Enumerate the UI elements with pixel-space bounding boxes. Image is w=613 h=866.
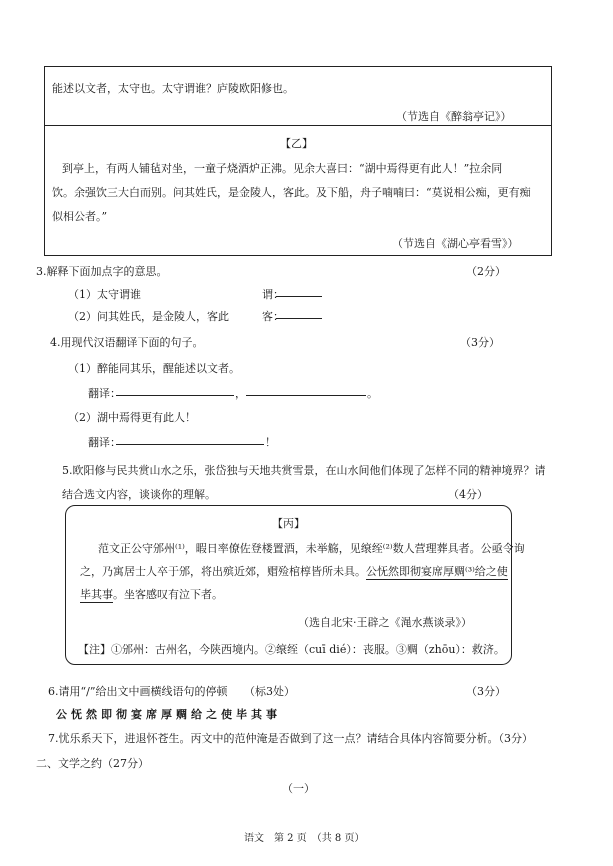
q4-comma: ， [235,387,246,400]
q5-line-2: 结合选文内容，谈谈你的理解。 [62,488,216,501]
yi-line-2: 饮。余强饮三大白而别。问其姓氏，是金陵人，客此。及下船，舟子喃喃曰：“莫说相公痴，更有痴 [52,186,531,199]
q4-translate-label-2: 翻译： [88,436,121,449]
bing-line-3-plain: 。坐客感叹有泣下者。 [113,588,223,601]
q3-prompt: 3.解释下面加点字的意思。 [36,265,168,278]
q4-exclaim: ！ [265,436,276,449]
yi-source: （节选自《湖心亭看雪》） [392,237,519,250]
q5-score: （4分） [448,488,488,501]
q6-score: （3分） [466,685,506,698]
q4-score: （3分） [460,336,500,349]
q3-answer-2-blank[interactable] [276,308,322,319]
q6-prompt: 6.请用“/”给出文中画横线语句的停顿 （标3处） [48,685,295,698]
q3-item-2: （2）问其姓氏，是金陵人，客此 [68,310,229,323]
section-2-title: 二、文学之约（27分） [36,757,149,770]
bing-source: （选自北宋·王辟之《渑水燕谈录》） [298,616,472,629]
q4-period: 。 [367,387,378,400]
yi-line-3: 似相公者。” [52,210,108,223]
q3-item-2-char: 客： [262,310,284,323]
bing-note: 【注】①邠州：古州名，今陕西境内。②缞绖（cuī dié）：丧服。③赒（zhōu）：救济。 [78,643,505,656]
jia-line-1: 能述以文者，太守也。太守谓谁？庐陵欧阳修也。 [52,82,294,95]
q3-item-1: （1）太守谓谁 [68,288,141,301]
q4-answer-2-blank[interactable] [116,434,264,445]
q3-item-1-char: 谓： [262,288,284,301]
q6-sentence: 公怃然即彻宴席厚赒给之使毕其事 [56,708,281,721]
bing-underlined-sentence-part-2: 毕其事 [80,588,113,601]
bing-line-2-plain: 之，乃寓居士人卒于邠，将出殡近郊，赗殓棺椁皆所未具。 [80,565,366,578]
bing-line-3 [80,586,223,602]
bing-heading: 【丙】 [272,517,305,530]
q7-line-1: 7.忧乐系天下，进退怀苍生。丙文中的范仲淹是否做到了这一点？请结合具体内容简要分析。（3分） [48,732,533,745]
q4-item-1: （1）醉能同其乐，醒能述以文者。 [68,362,240,375]
yi-heading: 【乙】 [280,137,313,150]
q4-answer-1a-blank[interactable] [116,385,234,396]
bing-underlined-sentence-part-1: 公怃然即彻宴席厚赒⁽³⁾给之使 [366,565,508,578]
q4-translate-label-1: 翻译： [88,387,121,400]
q4-item-2: （2）湖中焉得更有此人！ [68,411,196,424]
passage-divider [45,125,551,126]
q4-answer-1b-blank[interactable] [246,385,366,396]
q3-score: （2分） [466,265,506,278]
yi-line-1: 到亭上，有两人铺毡对坐，一童子烧酒炉正沸。见余大喜曰：“湖中焉得更有此人！”拉余同 [62,162,503,175]
q5-line-1: 5.欧阳修与民共赏山水之乐，张岱独与天地共赏雪景，在山水间他们体现了怎样不同的精神境界？请 [62,464,546,477]
page-footer: 语文 第 2 页 （共 8 页） [244,833,365,844]
q4-prompt: 4.用现代汉语翻译下面的句子。 [50,336,204,349]
subsection-title: （一） [282,782,315,795]
bing-line-1: 范文正公守邠州⁽¹⁾，暇日率僚佐登楼置酒，未举觞，见缞绖⁽²⁾数人营理葬具者。公亟令询 [98,542,525,555]
jia-source: （节选自《醉翁亭记》） [396,110,512,123]
bing-line-2 [80,563,508,579]
q3-answer-1-blank[interactable] [276,286,322,297]
